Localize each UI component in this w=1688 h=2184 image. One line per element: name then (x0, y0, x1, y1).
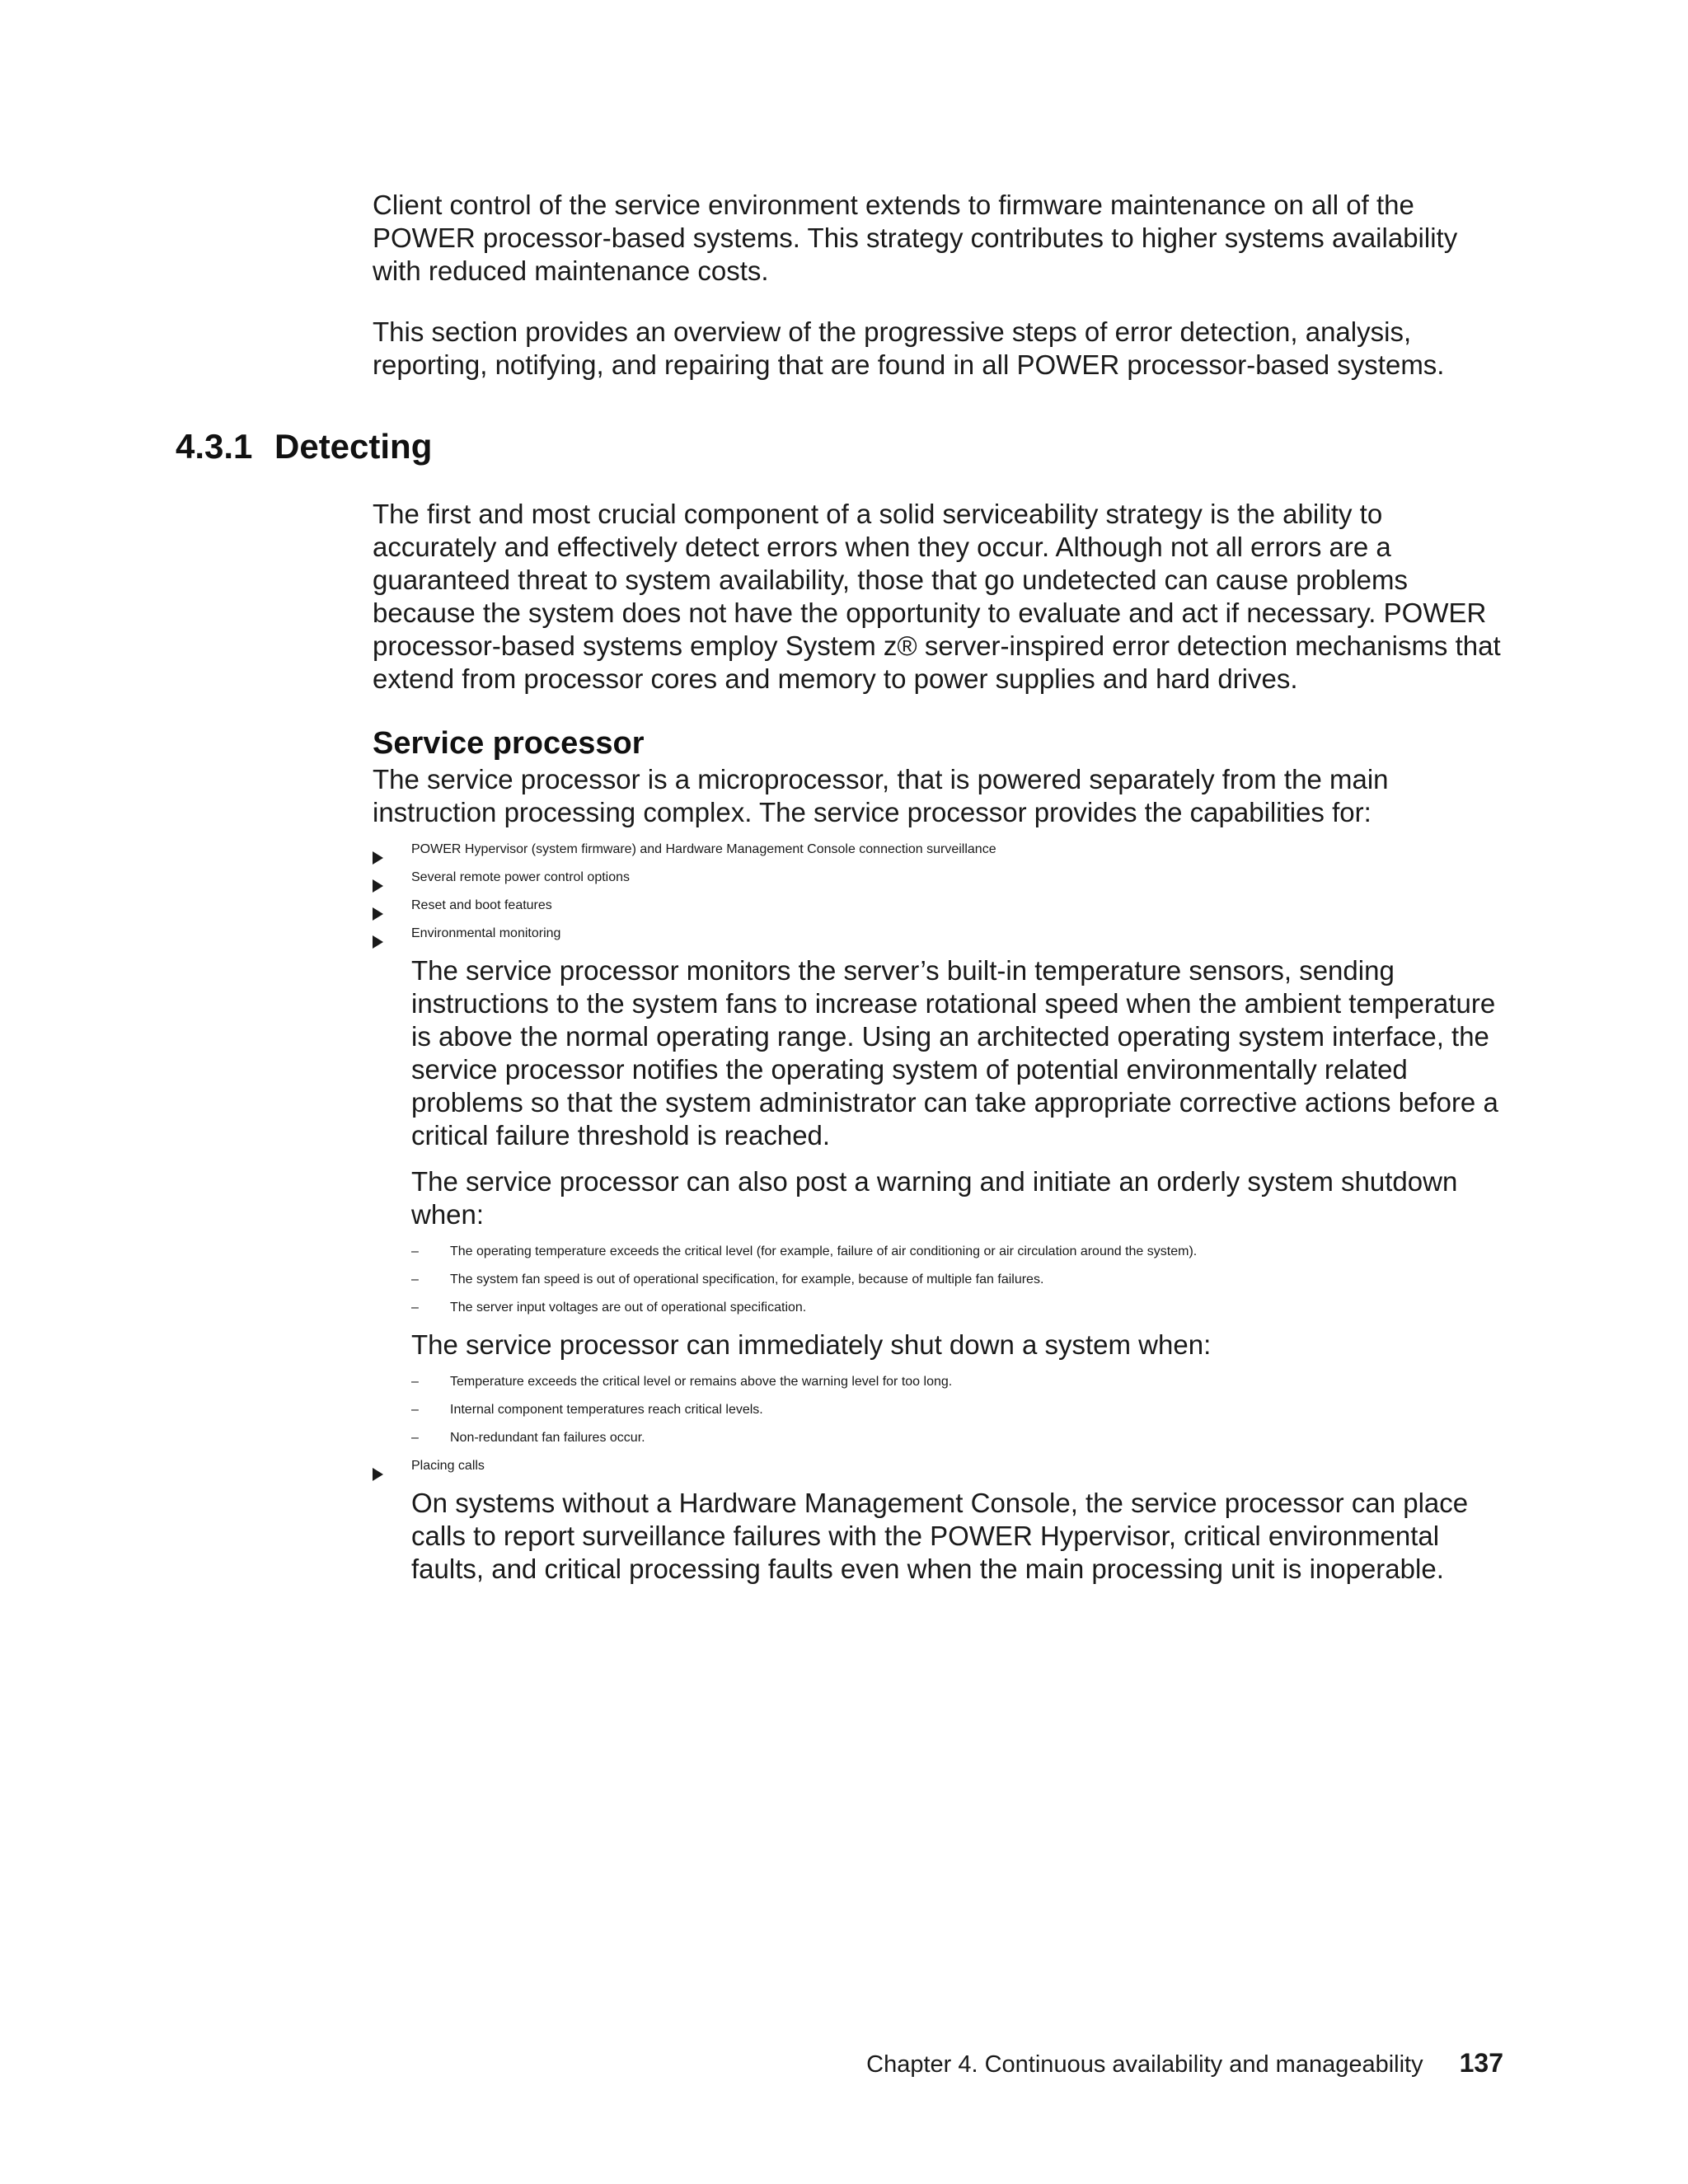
list-item: POWER Hypervisor (system firmware) and Hardware Management Console connection surveillance (373, 842, 1503, 857)
dash-bullet-icon: – (411, 1244, 419, 1258)
warning-conditions-list (411, 1244, 1503, 1315)
triangle-bullet-icon (373, 851, 383, 865)
dash-bullet-icon: – (411, 1403, 419, 1417)
placing-calls-paragraph: On systems without a Hardware Management Console, the service processor can place calls to report surveillance failures with the POWER Hypervisor, critical environmental faults, and critical processing faults even when the main processing unit is inoperable. (411, 1488, 1469, 1584)
triangle-bullet-icon (373, 907, 383, 921)
section-title: Detecting (274, 427, 433, 466)
triangle-bullet-icon (373, 935, 383, 949)
page-number: 137 (1459, 2048, 1503, 2078)
list-item: – Non-redundant fan failures occur. (411, 1431, 645, 1445)
section-number: 4.3.1 (176, 427, 253, 466)
list-item: Several remote power control options (373, 870, 1503, 885)
list-item: Environmental monitoring The service processor monitors the server’s built-in temperature sensors, sending instructions to the system fans to increase rotational speed when the ambient temperature is above the normal operating range. Using an architected operating system interface, the service processor notifies the operating system of potential environmentally related problems so that the system administrator can take appropriate corrective actions before a critical failure threshold is reached. The service processor can also post a warning and initiate an orderly system shutdown when: – The operating temperature exceeds the critical level (for example, failure of air conditioning or air circulation around the system). – The system fan speed is out of operational specification, for example, because of multiple fan failures. – The server input voltages are out of operational specification. The service processor can immediately shut down a system when: – Temperature exceeds the critical level or remains above the warning level for too long. – Internal component temperatures reach critical levels. – Non-redundant fan failures occur. (373, 926, 1503, 1446)
list-item: – Temperature exceeds the critical level or remains above the warning level for too long. (411, 1375, 953, 1389)
triangle-bullet-icon (373, 879, 383, 893)
section-heading (176, 424, 432, 470)
env-monitoring-paragraph-1: The service processor monitors the server’s built-in temperature sensors, sending instructions to the system fans to increase rotational speed when the ambient temperature is above the normal operating range. Using an architected operating system interface, the service processor notifies the operating system of potential environmentally related problems so that the system administrator can take appropriate corrective actions before a critical failure threshold is reached. (411, 955, 1498, 1151)
page-footer (866, 2046, 1503, 2081)
detecting-section (373, 498, 1503, 1586)
env-monitoring-paragraph-3: The service processor can immediately shut down a system when: (411, 1329, 1212, 1360)
dash-bullet-icon: – (411, 1431, 419, 1445)
list-item: Reset and boot features (373, 898, 1503, 913)
intro-paragraph-1: Client control of the service environment extends to firmware maintenance on all of the POWER processor-based systems. This strategy contributes to higher systems availability with reduced maintenance costs. (373, 190, 1458, 286)
footer-chapter-title: Chapter 4. Continuous availability and manageability (866, 2051, 1423, 2078)
dash-bullet-icon: – (411, 1272, 419, 1286)
intro-section (373, 189, 1503, 382)
list-item: – The server input voltages are out of operational specification. (411, 1301, 807, 1315)
detecting-paragraph: The first and most crucial component of a solid serviceability strategy is the ability to accurately and effectively detect errors when they occur. Although not all errors are a guaranteed threat to system availability, those that go undetected can cause problems because the system does not have the opportunity to evaluate and act if necessary. POWER processor-based systems employ System z® server-inspired error detection mechanisms that extend from processor cores and memory to power supplies and hard drives. (373, 499, 1501, 694)
intro-paragraph-2: This section provides an overview of the progressive steps of error detection, analysis, reporting, notifying, and repairing that are found in all POWER processor-based systems. (373, 316, 1445, 380)
list-item: – The operating temperature exceeds the critical level (for example, failure of air conditioning or air circulation around the system). (411, 1244, 1198, 1258)
list-item: Placing calls On systems without a Hardware Management Console, the service processor can place calls to report surveillance failures with the POWER Hypervisor, critical environmental faults, and critical processing faults even when the main processing unit is inoperable. (373, 1459, 1503, 1586)
dash-bullet-icon: – (411, 1375, 419, 1389)
subsection-heading: Service processor (373, 726, 645, 761)
shutdown-conditions-list (411, 1375, 1503, 1446)
capabilities-list (373, 842, 1503, 1586)
list-item: – Internal component temperatures reach critical levels. (411, 1403, 763, 1417)
service-processor-intro: The service processor is a microprocessor, that is powered separately from the main instruction processing complex. The service processor provides the capabilities for: (373, 764, 1389, 827)
triangle-bullet-icon (373, 1468, 383, 1481)
list-item: – The system fan speed is out of operational specification, for example, because of multiple fan failures. (411, 1272, 1044, 1286)
dash-bullet-icon: – (411, 1301, 419, 1315)
env-monitoring-paragraph-2: The service processor can also post a warning and initiate an orderly system shutdown when: (411, 1166, 1458, 1230)
